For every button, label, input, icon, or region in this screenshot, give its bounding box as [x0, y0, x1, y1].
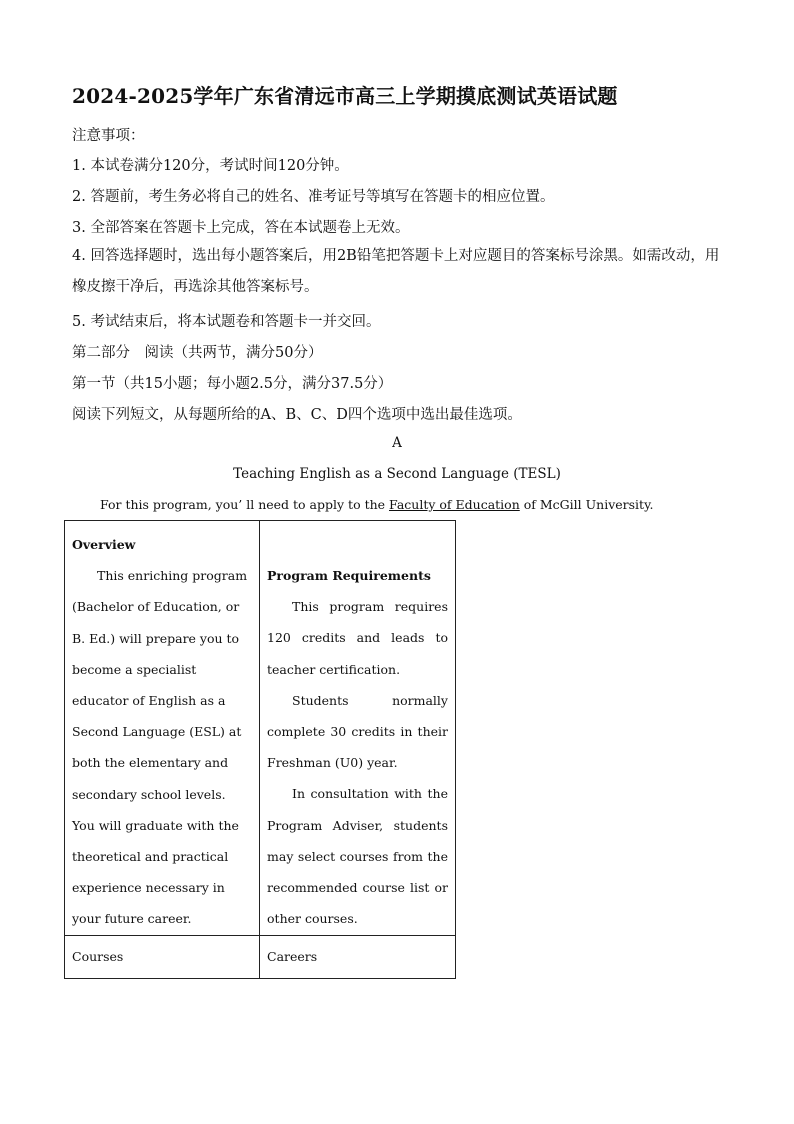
careers-cell — [260, 935, 456, 978]
overview-text: This enriching program (Bachelor of Education, or B. Ed.) will prepare you to become a specialist educator of English as a Second Language (ESL) at both the elementary and secondary school levels. You will graduate with the theoretical and practical experience necessary in your future career. — [72, 568, 248, 927]
instructions-heading: 注意事项： — [72, 128, 145, 144]
faculty-of-education-link: Faculty of Education — [389, 497, 520, 512]
passage-intro — [100, 497, 653, 512]
instruction-item-5: 5. 考试结束后，将本试题卷和答题卡一并交回。 — [72, 314, 381, 330]
overview-cell — [65, 521, 260, 936]
careers-heading: Careers — [267, 948, 318, 964]
passage-label: A — [392, 435, 402, 451]
instruction-item-2: 2. 答题前，考生务必将自己的姓名、准考证号等填写在答题卡的相应位置。 — [72, 189, 555, 205]
table-row — [65, 935, 456, 978]
program-info-table — [64, 520, 456, 979]
requirements-paragraph-3: In consultation with the Program Adviser, students may select courses from the recommended course list or other courses. — [267, 786, 448, 927]
instruction-item-4: 4. 回答选择题时，选出每小题答案后，用2B铅笔把答题卡上对应题目的答案标号涂黑。如需改动，用橡皮擦干净后，再选涂其他答案标号。 — [72, 248, 720, 295]
reading-part-heading: 第二部分 阅读（共两节，满分50分） — [72, 345, 323, 361]
table-row — [65, 521, 456, 936]
requirements-heading: Program Requirements — [267, 568, 431, 583]
page-title: 2024-2025学年广东省清远市高三上学期摸底测试英语试题 — [72, 84, 618, 108]
intro-text-after: of McGill University. — [519, 497, 654, 512]
passage-title: Teaching English as a Second Language (TESL) — [233, 466, 561, 482]
requirements-paragraph-2: Students normally complete 30 credits in their Freshman (U0) year. — [267, 692, 448, 771]
reading-subsection-heading: 第一节（共15小题；每小题2.5分，满分37.5分） — [72, 376, 393, 392]
overview-heading: Overview — [72, 537, 136, 552]
requirements-paragraph-1: This program requires 120 credits and leads to teacher certification. — [267, 599, 448, 677]
instruction-item-3: 3. 全部答案在答题卡上完成，答在本试题卷上无效。 — [72, 220, 410, 236]
courses-cell — [65, 935, 260, 978]
intro-text-before: For this program, you’ ll need to apply to the — [100, 497, 390, 512]
instruction-item-1: 1. 本试卷满分120分，考试时间120分钟。 — [72, 158, 349, 174]
reading-directions: 阅读下列短文，从每题所给的A、B、C、D四个选项中选出最佳选项。 — [72, 407, 522, 423]
courses-heading: Courses — [72, 948, 124, 964]
requirements-cell — [260, 521, 456, 936]
